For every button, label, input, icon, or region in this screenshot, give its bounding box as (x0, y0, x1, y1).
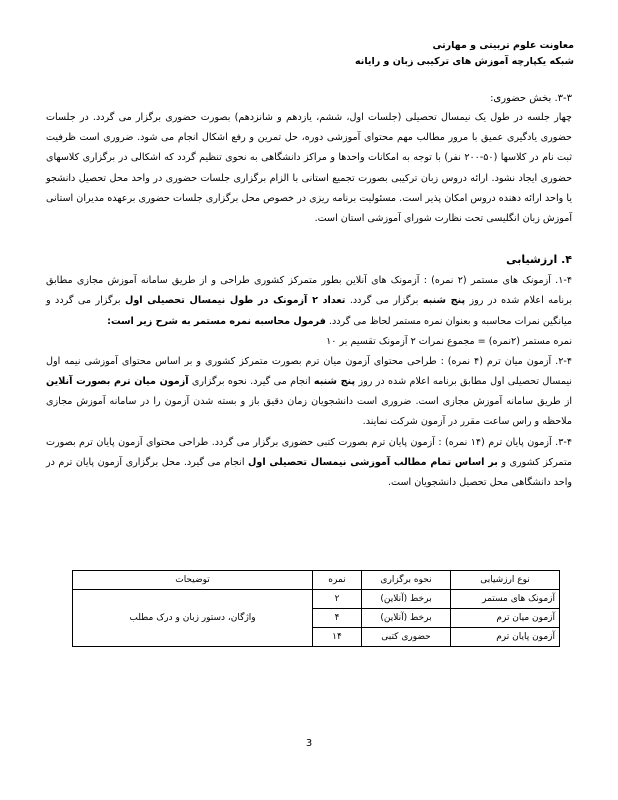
page-number: 3 (305, 738, 313, 749)
text-run: ۲-۴. آزمون میان ترم (۴ نمره) : طراحی محتوای آزمون میان ترم بصورت متمرکز کشوری و بر اساس محتوای آموزشی نیمه اول نیمسال تحصیلی اول مطابق برنامه اعلام شده در روز (46, 355, 572, 388)
table-header-cell: توضیحات (73, 571, 313, 590)
bold-run: تعداد ۲ آزمونک در طول نیمسال تحصیلی اول (125, 295, 346, 307)
table-cell: ۲ (313, 590, 362, 609)
table-cell: برخط (آنلاین) (362, 609, 451, 628)
section-3-3-title: ۳-۳. بخش حضوری: (490, 93, 572, 104)
header-line-2: شبکه یکپارچه آموزش های ترکیبی زبان و رایانه (355, 56, 574, 67)
header-line-1: معاونت علوم تربیتی و مهارتی (432, 40, 574, 51)
table-cell: آزمون میان ترم (451, 609, 560, 628)
bold-run: آزمون میان ترم بصورت آنلاین (46, 376, 189, 388)
text-run: از طریق سامانه آموزش مجازی است. ضروری است دانشجویان زمان دقیق باز و بسته شدن آزمون را در سامانه آموزش مجازی ملاحظه و راس ساعت مقرر در آزمون شرکت نمایند. (46, 396, 572, 428)
formula-line: نمره مستمر (۲نمره) = مجموع نمرات ۲ آزمونک تقسیم بر ۱۰ (326, 335, 572, 347)
body-content (46, 90, 572, 493)
table-row (73, 590, 560, 609)
table-cell: حضوری کتبی (362, 628, 451, 647)
bold-run: فرمول محاسبه نمره مستمر به شرح زیر است: (107, 315, 326, 327)
text-run: برگزار می گردد. (345, 295, 423, 307)
page-header (355, 38, 574, 70)
section-3-3-paragraph: چهار جلسه در طول یک نیمسال تحصیلی (جلسات اول، ششم، یازدهم و شانزدهم) بصورت حضوری برگزار می گردد. در جلسات حضوری یادگیری عمیق با مرور مطالب مهم محتوای آموزشی دوره، حل تمرین و رفع اشکال انجام می شود. ضروری است ظرفیت ثبت نام در کلاسها (۵۰-۲۰۰ نفر) با توجه به امکانات واحدها و مراکز دانشگاهی به نحوی تنظیم گردد که اشکالی در برگزاری کلاسهای حضوری ایجاد نشود. ارائه دروس زبان ترکیبی بصورت تجمیع استانی با الزام برگزاری جلسات حضوری در واحد محل تحصیل دانشجو یا واحد ارائه دهنده دروس امکان پذیر است. مسئولیت برنامه ریزی در خصوص محل برگزاری جلسات حضوری برعهده مدیران استانی آموزش زبان انگلیسی تحت نظارت شورای آموزشی استان است. (46, 112, 572, 225)
bold-run: پنج شنبه (422, 295, 466, 307)
table-header-row (73, 571, 560, 590)
bold-run: پنج شنبه (313, 376, 356, 388)
table-cell: آزمون پایان ترم (451, 628, 560, 647)
table-cell: آزمونک های مستمر (451, 590, 560, 609)
text-run: برگزار می گردد و میانگین نمرات محاسبه و بعنوان نمره مستمر لحاظ می گردد. (46, 295, 572, 327)
text-run: ۳-۴. آزمون پایان ترم (۱۴ نمره) : آزمون پایان ترم بصورت کتبی حضوری برگزار می گردد. طراحی محتوای آزمون پایان ترم بصورت متمرکز کشوری و (46, 436, 572, 468)
section-4-1-paragraph (46, 271, 572, 332)
section-4-2-paragraph (46, 352, 572, 433)
table-header-cell: نحوه برگزاری (362, 571, 451, 590)
table-cell: ۱۴ (313, 628, 362, 647)
section-4-3-paragraph (46, 433, 572, 494)
bold-run: بر اساس تمام مطالب آموزشی نیمسال تحصیلی اول (248, 456, 498, 468)
evaluation-table (72, 570, 560, 647)
table-header-cell: نوع ارزشیابی (451, 571, 560, 590)
section-4-title: ۴. ارزشیابی (506, 253, 572, 267)
text-run: انجام می گیرد. محل برگزاری آزمون پایان ترم در واحد دانشگاهی محل تحصیل دانشجویان است. (46, 456, 572, 489)
table-cell: برخط (آنلاین) (362, 590, 451, 609)
table-note-cell: واژگان، دستور زبان و درک مطلب (73, 590, 313, 647)
table-header-cell: نمره (313, 571, 362, 590)
text-run: ۱-۴. آزمونک های مستمر (۲ نمره) : آزمونک های آنلاین بطور متمرکز کشوری طراحی و از طریق سامانه آموزش مجازی مطابق برنامه اعلام شده در روز (46, 275, 573, 307)
table-cell: ۴ (313, 609, 362, 628)
text-run: انجام می گیرد. نحوه برگزاری (188, 376, 314, 388)
